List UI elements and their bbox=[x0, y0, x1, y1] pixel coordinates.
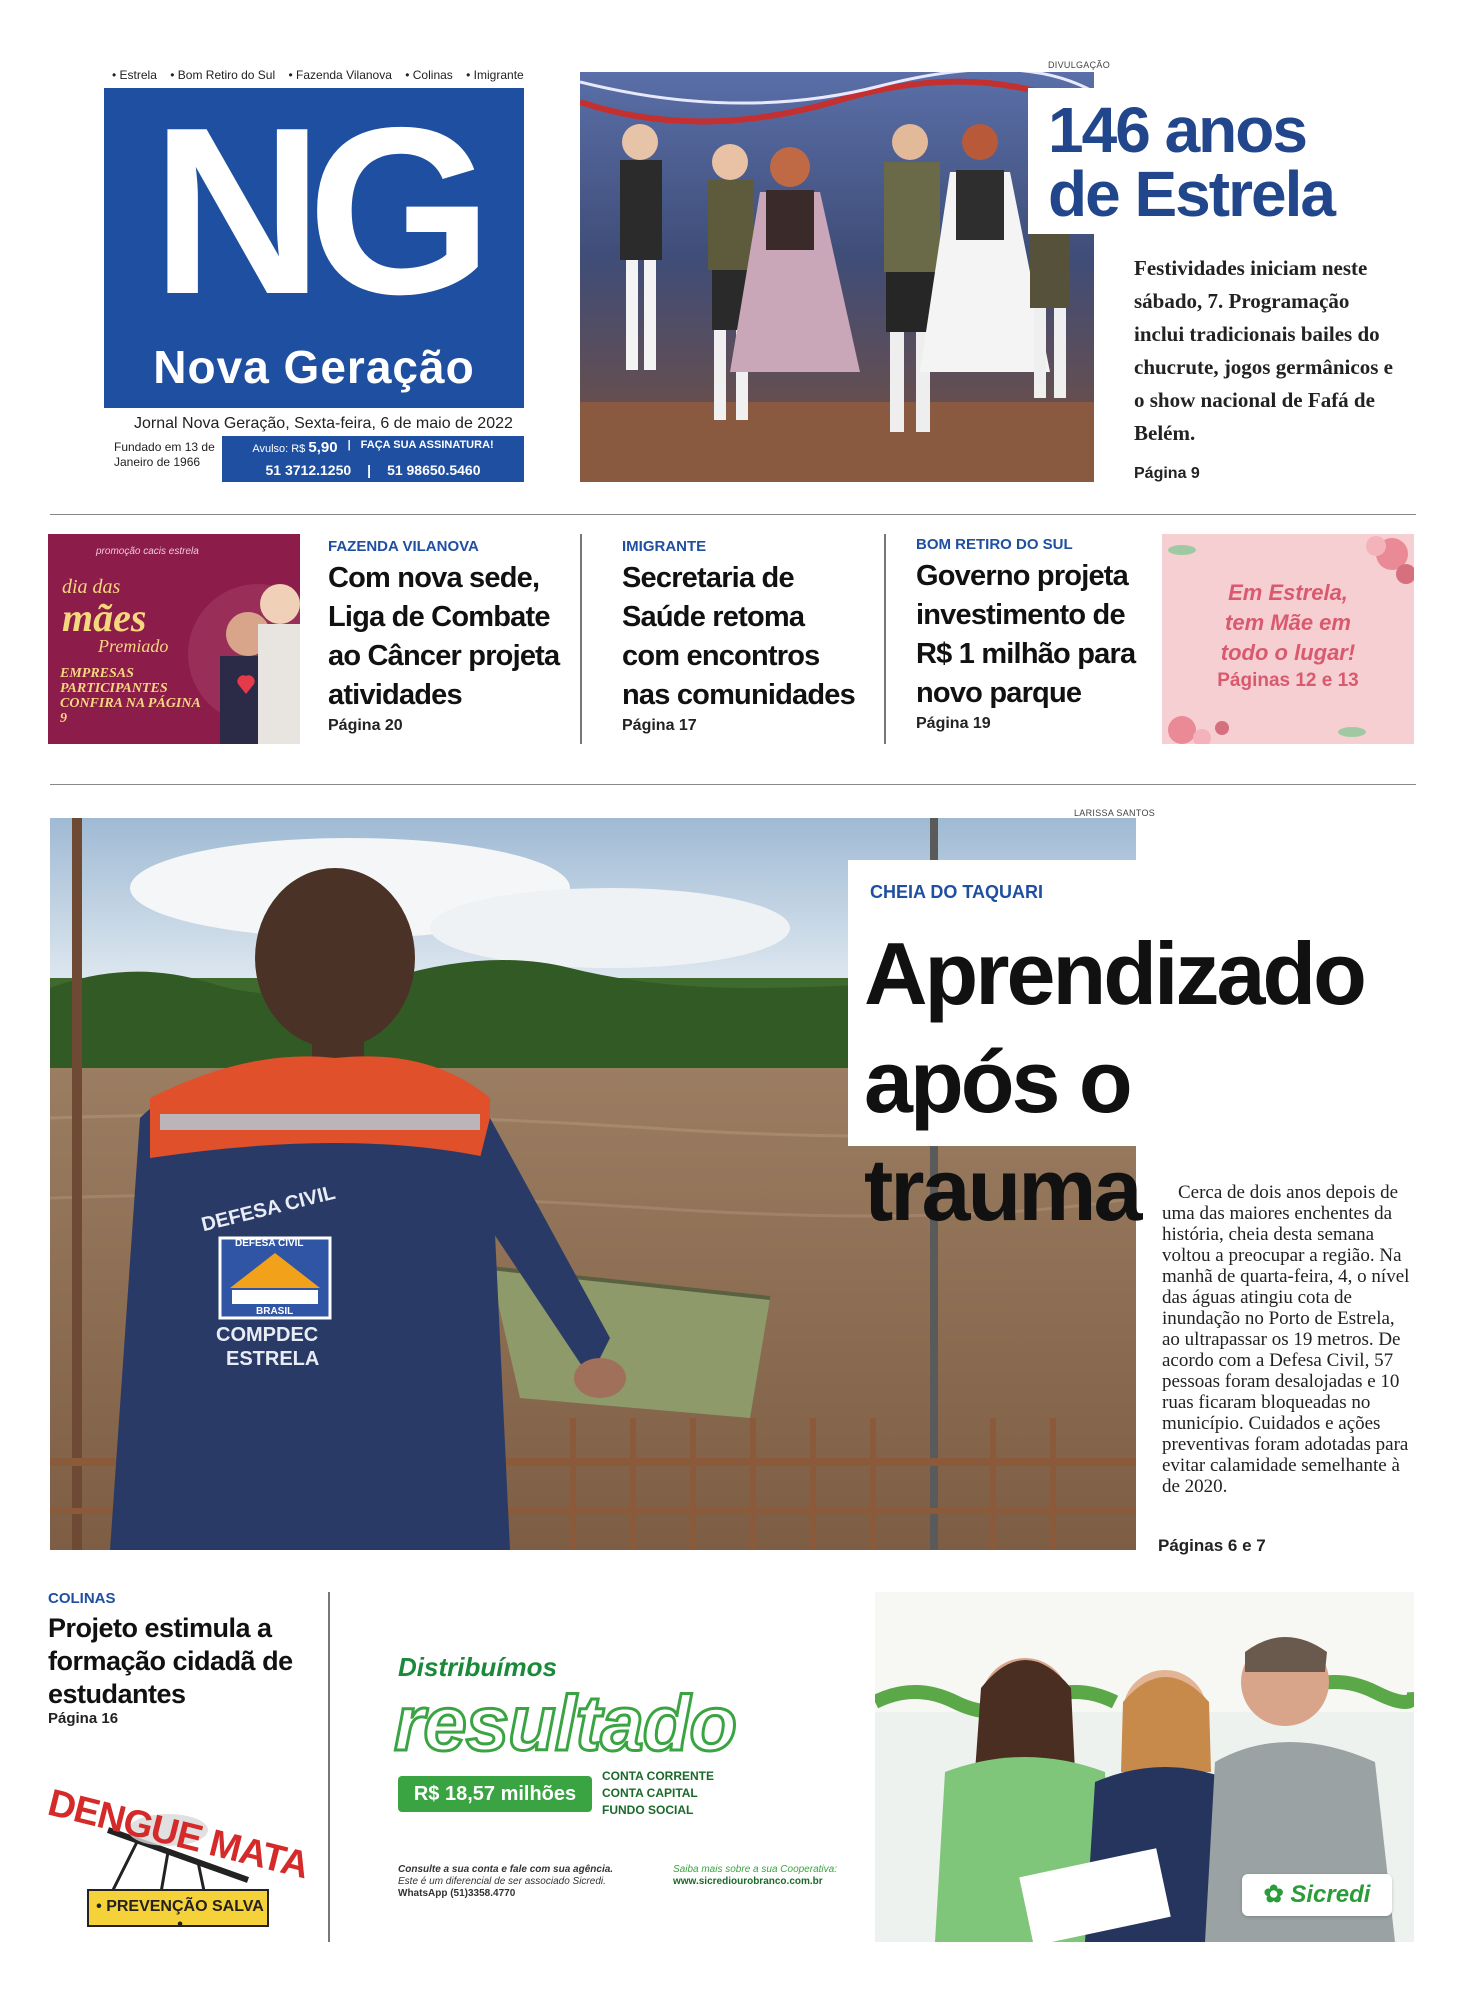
vest-label: BRASIL bbox=[256, 1306, 294, 1317]
promo-line: dia das bbox=[62, 576, 121, 598]
photo-credit: LARISSA SANTOS bbox=[1074, 808, 1156, 818]
story-kicker: FAZENDA VILANOVA bbox=[328, 538, 479, 555]
brand-name: Sicredi bbox=[1290, 1881, 1371, 1908]
founded-date: Fundado em 13 de Janeiro de 1966 bbox=[114, 440, 215, 469]
photo-credit: DIVULGAÇÃO bbox=[1048, 60, 1111, 70]
sicredi-logo bbox=[1242, 1874, 1392, 1916]
ad-more-info bbox=[673, 1864, 873, 1888]
price-value: 5,90 bbox=[308, 439, 338, 456]
vest-label: DEFESA CIVIL bbox=[235, 1238, 304, 1249]
story-bom-retiro[interactable] bbox=[916, 536, 1140, 733]
story-kicker: IMIGRANTE bbox=[622, 538, 707, 555]
separator: | bbox=[367, 462, 372, 478]
story-page-ref: Página 20 bbox=[328, 717, 403, 734]
colinas-story-title[interactable]: Projeto estimula a formação cidadã de estudantes bbox=[48, 1613, 293, 1709]
ad-headline: Distribuímos bbox=[398, 1652, 557, 1682]
promo-line: mães bbox=[62, 595, 147, 640]
story-imigrante[interactable] bbox=[622, 538, 862, 735]
top-story-headline[interactable]: 146 anos de Estrela bbox=[1048, 94, 1334, 230]
festival-dance-photo bbox=[580, 72, 1094, 482]
story-title[interactable]: Com nova sede, Liga de Combate ao Câncer projeta atividades bbox=[328, 562, 560, 711]
ad-item: CONTA CAPITAL bbox=[602, 1786, 698, 1800]
story-kicker: BOM RETIRO DO SUL bbox=[916, 536, 1073, 553]
logo-letters: NG bbox=[151, 79, 477, 344]
story-title[interactable]: Governo projeta investimento de R$ 1 milhão para novo parque bbox=[916, 560, 1136, 709]
subscribe-link[interactable]: FAÇA SUA ASSINATURA! bbox=[360, 439, 494, 451]
column-divider bbox=[580, 534, 582, 744]
top-story-page-ref: Página 9 bbox=[1134, 465, 1200, 482]
dengue-slogan: • PREVENÇÃO SALVA • bbox=[96, 1898, 264, 1933]
dengue-title: DENGUE MATA bbox=[43, 1782, 313, 1888]
mothers-day-pages-promo[interactable] bbox=[1162, 534, 1414, 744]
ad-amount-badge: R$ 18,57 milhões bbox=[398, 1776, 592, 1812]
phone-number: 51 3712.1250 bbox=[265, 462, 352, 478]
main-story-headline-box bbox=[848, 860, 1414, 1239]
edition-line: Jornal Nova Geração, Sexta-feira, 6 de maio de 2022 bbox=[134, 415, 513, 432]
vest-label: DEFESA CIVIL bbox=[199, 1181, 338, 1237]
ad-fine-line: Este é um diferencial de ser associado Sicredi. bbox=[398, 1876, 606, 1887]
price-label: Avulso: R$ bbox=[252, 443, 306, 455]
main-story-body: Cerca de dois anos depois de uma das maiores enchentes da história, cheia desta semana voltou a preocupar a região. Na manhã de quarta-feira, 4, o nível das águas atingiu cota de inundação no Porto de Estrela, ao ultrapassar os 19 metros. De acordo com a Defesa Civil, 57 pessoas foram desalojadas e 10 ruas ficaram bloqueadas no município. Cuidados e ações preventivas foram adotadas para evitar calamidade semelhante à de 2020. bbox=[1162, 1182, 1410, 1497]
promo-line: EMPRESAS PARTICIPANTES CONFIRA NA PÁGINA 9 bbox=[60, 666, 201, 726]
main-story-headline[interactable]: Aprendizado após o trauma bbox=[864, 924, 1364, 1239]
promo-pages: Páginas 12 e 13 bbox=[1217, 670, 1359, 691]
vest-label: ESTRELA bbox=[226, 1348, 320, 1370]
dengue-campaign-badge bbox=[43, 1760, 313, 1940]
ad-headline-result: resultado bbox=[394, 1679, 737, 1767]
story-title[interactable]: Secretaria de Saúde retoma com encontros nas comunidades bbox=[622, 562, 855, 711]
logo-name: Nova Geração bbox=[153, 341, 475, 393]
column-divider bbox=[884, 534, 886, 744]
column-divider bbox=[328, 1592, 330, 1942]
newspaper-logo bbox=[104, 79, 524, 408]
region-item: • Estrela bbox=[112, 68, 157, 82]
subscription-box bbox=[222, 436, 524, 482]
section-divider bbox=[50, 514, 1416, 515]
ad-item: FUNDO SOCIAL bbox=[602, 1803, 694, 1817]
ad-item: CONTA CORRENTE bbox=[602, 1769, 714, 1783]
whatsapp-contact: WhatsApp (51)3358.4770 bbox=[398, 1888, 516, 1899]
promo-line: Premiado bbox=[98, 636, 169, 656]
colinas-kicker: COLINAS bbox=[48, 1590, 116, 1607]
top-story-headline-box bbox=[1028, 88, 1350, 234]
story-page-ref: Página 19 bbox=[916, 715, 991, 732]
story-fazenda-vilanova[interactable] bbox=[328, 538, 568, 735]
separator: | bbox=[347, 439, 351, 451]
region-item: • Bom Retiro do Sul bbox=[170, 68, 276, 82]
phone-number: 51 98650.5460 bbox=[387, 462, 481, 478]
sicredi-leaf-icon: ✿ bbox=[1263, 1881, 1284, 1908]
ad-website-link[interactable]: www.sicrediourobranco.com.br bbox=[673, 1876, 823, 1887]
main-story-kicker: CHEIA DO TAQUARI bbox=[870, 882, 1043, 902]
price-block bbox=[252, 439, 337, 456]
region-item: • Imigrante bbox=[466, 68, 524, 82]
story-page-ref: Página 17 bbox=[622, 717, 697, 734]
vest-label: COMPDEC bbox=[216, 1324, 319, 1346]
ad-more-line: Saiba mais sobre a sua Cooperativa: bbox=[673, 1864, 837, 1875]
colinas-page-ref: Página 16 bbox=[48, 1710, 119, 1727]
sicredi-advertisement[interactable] bbox=[370, 1592, 1414, 1942]
promo-text: Em Estrela, tem Mãe em todo o lugar! bbox=[1220, 580, 1356, 665]
ad-fine-line: Consulte a sua conta e fale com sua agência. bbox=[398, 1864, 614, 1875]
top-story-lead: Festividades iniciam neste sábado, 7. Programação inclui tradicionais bailes do chucrute, jogos germânicos e o show nacional de Fafá de Belém. bbox=[1134, 256, 1393, 445]
main-story-page-ref: Páginas 6 e 7 bbox=[1158, 1536, 1266, 1555]
region-item: • Colinas bbox=[405, 68, 453, 82]
ad-items-list bbox=[602, 1768, 714, 1819]
region-item: • Fazenda Vilanova bbox=[288, 68, 392, 82]
promo-line: promoção cacis estrela bbox=[96, 546, 199, 557]
ad-fine-print bbox=[398, 1864, 658, 1900]
section-divider bbox=[50, 784, 1416, 785]
mothers-day-promo-banner[interactable] bbox=[48, 534, 300, 744]
